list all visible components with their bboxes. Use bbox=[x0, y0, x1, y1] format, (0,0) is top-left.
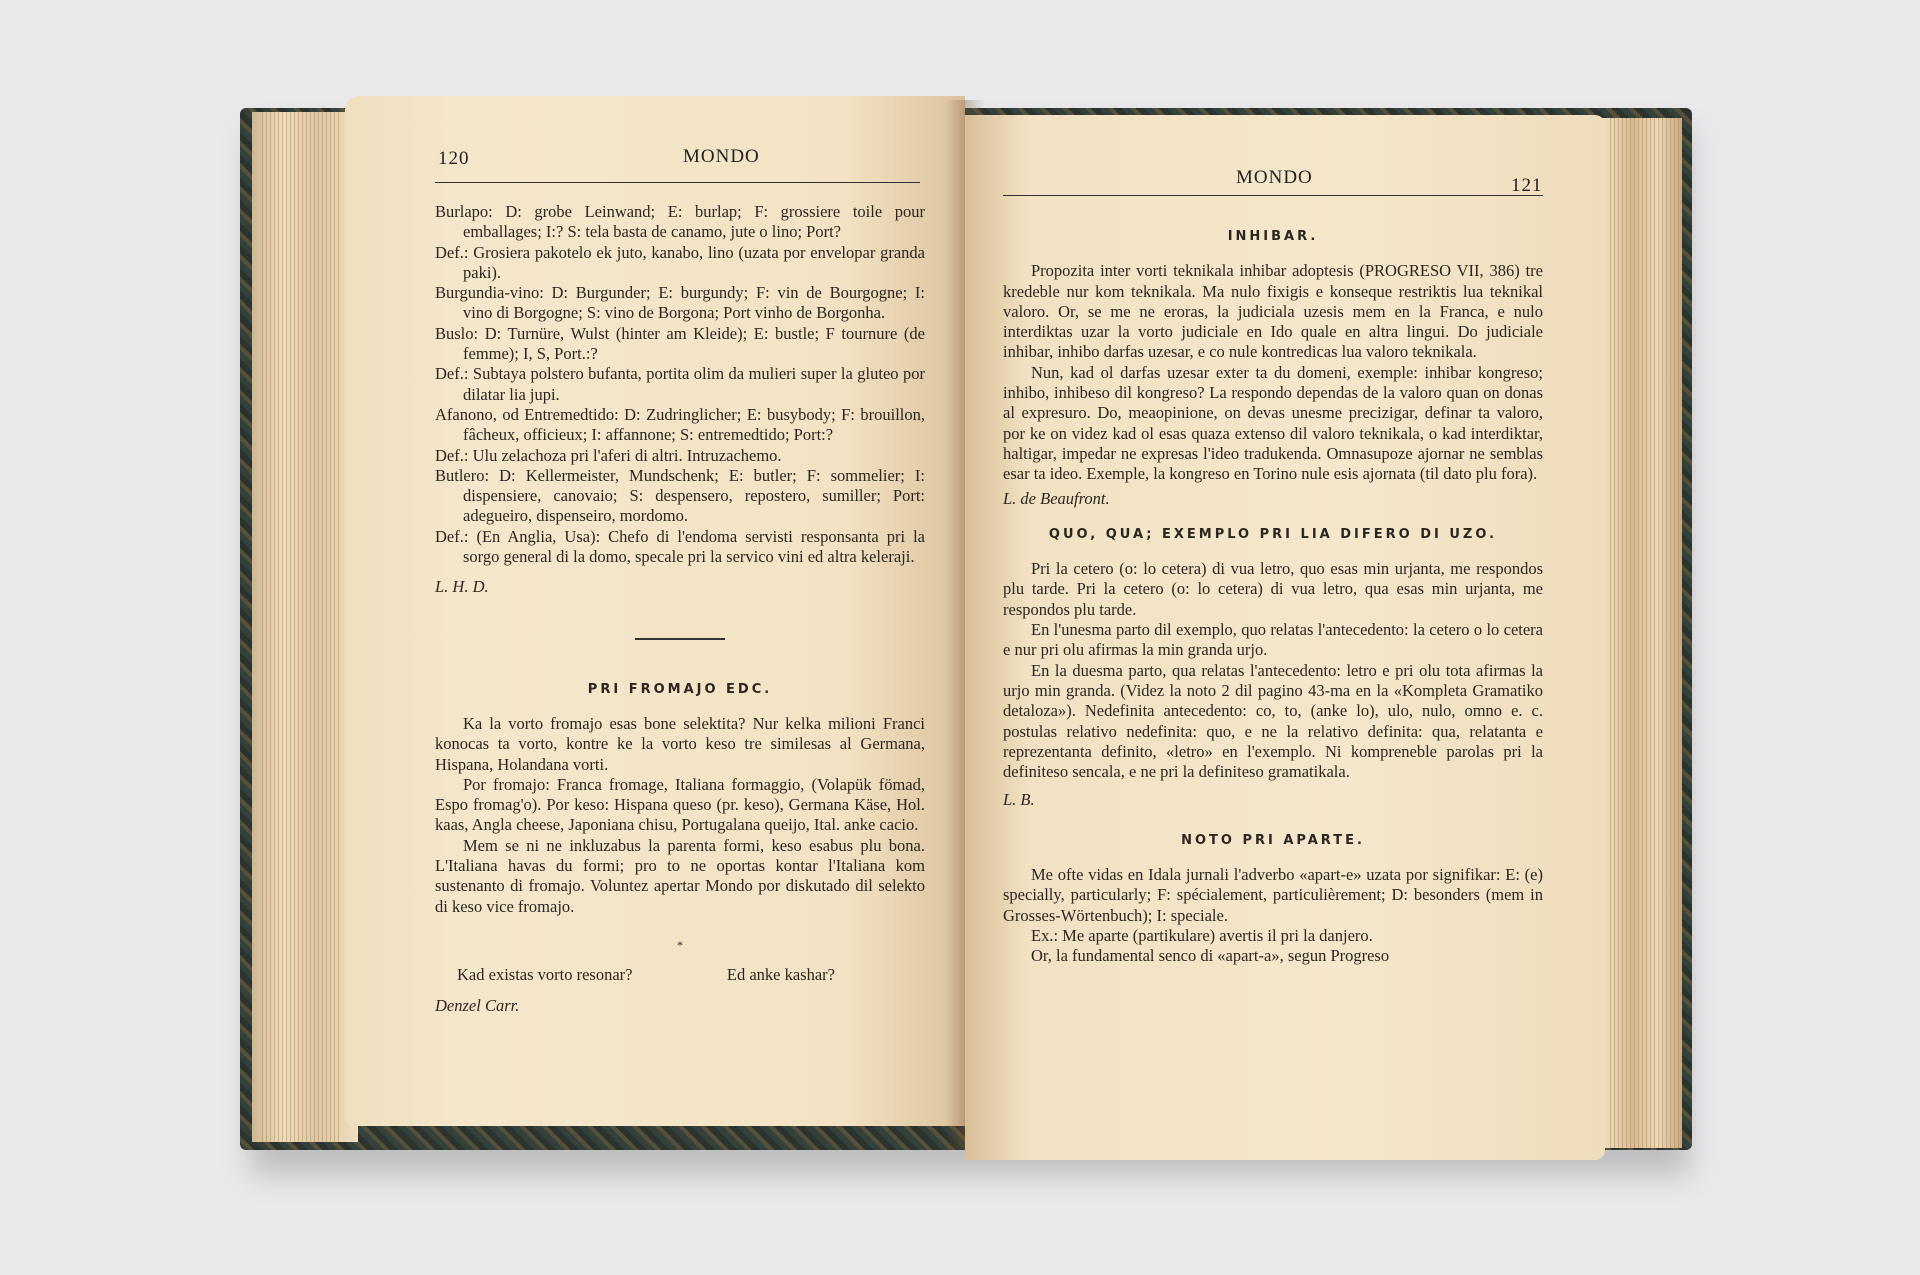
signature-lhd: L. H. D. bbox=[435, 577, 489, 597]
separator-star: * bbox=[677, 937, 683, 952]
left-page-edges bbox=[262, 112, 342, 1142]
section-title-inhibar: INHIBAR. bbox=[1227, 229, 1319, 244]
paragraph: En la duesma parto, qua relatas l'antecedento: letro e pri olu tota afirmas la urjo min granda. (Videz la noto 2 dil pagino 43-ma en la «Kompleta Gramatiko detaloza»). Nedefinita antecedento: co, to, (anke lo), ulo, nulo, omno e. c. postulas relativo nedefinita: quo, e ne la relativo definita: qua, relatanta e reprezentanta definito, «letro» en l'exemplo. Ni kompreneble parolas pri la definiteso sencala, e ne pri la definiteso gramatikala. bbox=[1003, 660, 1543, 782]
right-page bbox=[965, 115, 1605, 1160]
signature-beaufront: L. de Beaufront. bbox=[1003, 488, 1110, 508]
signature-lb: L. B. bbox=[1003, 790, 1035, 810]
section-title-fromajo: PRI FROMAJO EDC. bbox=[587, 681, 773, 697]
paragraph: Ex.: Me aparte (partikulare) avertis il pri la danjero. bbox=[1031, 925, 1373, 945]
section-divider bbox=[635, 638, 725, 640]
left-text-column bbox=[435, 202, 925, 1016]
paragraph: Me ofte vidas en Idala jurnali l'adverbo «apart-e» uzata por signifikar: E: (e) specially, particularly; F: spécialement, particulièrement; D: besonders (mem in Grosses-Wörtenbuch); I: speciale. bbox=[1003, 865, 1543, 925]
right-page-edges bbox=[1610, 118, 1680, 1148]
running-head-right: MONDO bbox=[1236, 167, 1313, 188]
dictionary-entry: Def.: Subtaya polstero bufanta, portita olim da mulieri super la gluteo por dilatar lia jupi. bbox=[435, 364, 925, 404]
page-number-left: 120 bbox=[438, 148, 470, 169]
paragraph: Mem se ni ne inkluzabus la parenta formi, keso esabus plu bona. L'Italiana havas du formi; pro to ne oportas kontar l'Italiana kom sustenanto di fromajo. Voluntez apertar Mondo por diskutado dil selekto di keso vice fromajo. bbox=[435, 835, 925, 916]
paragraph: Ka la vorto fromajo esas bone selektita? Nur kelka milioni Franci konocas ta vorto, kontre ke la vorto keso tre similesas al Germana, Hispana, Holandana vorti. bbox=[435, 713, 925, 774]
header-rule-left bbox=[435, 182, 920, 183]
questions-line bbox=[435, 965, 925, 985]
dictionary-entry: Burgundia-vino: D: Burgunder; E: burgundy; F: vin de Bourgogne; I: vino di Borgogne; S: vino de Borgona; Port vinho de Borgonha. bbox=[435, 283, 925, 323]
paragraph: Or, la fundamental senco di «apart-a», segun Progreso bbox=[1031, 946, 1390, 966]
paragraph: En l'unesma parto dil exemplo, quo relatas l'antecedento: la cetero o lo cetera e nur pri olu afirmas la min granda urjo. bbox=[1003, 620, 1543, 660]
dictionary-entry: Def.: Ulu zelachoza pri l'aferi di altri. Intruzachemo. bbox=[435, 445, 782, 465]
left-page bbox=[345, 96, 965, 1126]
header-rule-right bbox=[1003, 195, 1543, 196]
section-title-aparte: NOTO PRI APARTE. bbox=[1181, 832, 1365, 848]
question-kashar: Ed anke kashar? bbox=[726, 965, 835, 985]
paragraph: Nun, kad ol darfas uzesar exter ta du domeni, exemple: inhibar kongreso; inhibo, inhibeso dil kongreso? La respondo dependas de la valoro quan on donas al expresuro. Do, meaopinione, on devas unesme precizigar, definar ta valoro, por ke on videz kad ol esas quaza extenso dil valoro teknikala, o kad interdiktar, haltigar, impedar ne expresas l'ideo tradukenda. Omnasupoze ajornar ne semblas esar ta ideo. Exemple, la kongreso en Torino nule esis ajornata (til dato plu fora). bbox=[1003, 362, 1543, 484]
question-resonar: Kad existas vorto resonar? bbox=[457, 965, 633, 985]
dictionary-entry: Def.: Grosiera pakotelo ek juto, kanabo, lino (uzata por envelopar granda paki). bbox=[435, 242, 925, 282]
section-title-quo-qua: QUO, QUA; EXEMPLO PRI LIA DIFERO DI UZO. bbox=[1048, 526, 1498, 542]
dictionary-entry: Burlapo: D: grobe Leinwand; E: burlap; F: grossiere toile pour emballages; I:? S: tela basta de canamo, jute o lino; Port? bbox=[435, 202, 925, 242]
dictionary-entry: Afanono, od Entremedtido: D: Zudringlicher; E: busybody; F: brouillon, fâcheux, officieux; I: affannone; S: entremedtido; Port:? bbox=[435, 404, 925, 445]
dictionary-entry: Butlero: D: Kellermeister, Mundschenk; E: butler; F: sommelier; I: dispensiere, canovaio; S: despensero, repostero, sumiller; Port: adegueiro, dispenseiro, mordomo. bbox=[435, 465, 925, 526]
paragraph: Propozita inter vorti teknikala inhibar adoptesis (PROGRESO VII, 386) tre kredeble nur kom teknikala. Ma nulo fixigis e konseque restriktis lua teknikal valoro. Or, se me ne eroras, la judiciala uzesis mem en la Franca, e nulo interdiktas uzar la vorto judiciale en Ido quale en altra lingui. Do judiciale inhibar, inhibo darfas uzesar, e co nule kontredicas lua valoro teknikala. bbox=[1003, 261, 1543, 362]
signature-denzel-carr: Denzel Carr. bbox=[435, 995, 520, 1015]
right-text-column bbox=[1003, 215, 1543, 967]
dictionary-entry: Buslo: D: Turnüre, Wulst (hinter am Kleide); E: bustle; F tournure (de femme); I, S, Port.:? bbox=[435, 323, 925, 364]
paragraph: Pri la cetero (o: lo cetera) di vua letro, quo esas min urjanta, me respondos plu tarde. Pri la cetero (o: lo cetera) di vua letro, qua esas min urjanta, me respondos plu tarde. bbox=[1003, 559, 1543, 619]
paragraph: Por fromajo: Franca fromage, Italiana formaggio, (Volapük fömad, Espo fromag'o). Por keso: Hispana queso (pr. keso), Germana Käse, Hol. kaas, Angla cheese, Japoniana chisu, Portugalana queijo, Ital. anke cacio. bbox=[435, 774, 925, 835]
running-head-left: MONDO bbox=[683, 146, 760, 167]
page-number-right: 121 bbox=[1511, 175, 1543, 196]
dictionary-entry: Def.: (En Anglia, Usa): Chefo di l'endoma servisti responsanta pri la sorgo general di la domo, specale pri la servico vini ed altra keleraji. bbox=[435, 526, 925, 567]
